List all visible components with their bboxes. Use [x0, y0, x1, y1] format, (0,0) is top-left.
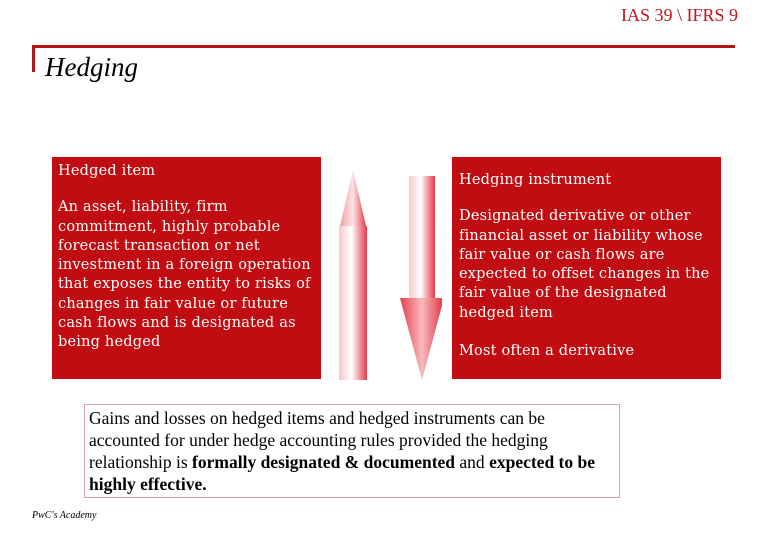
header-rule-vertical — [32, 45, 35, 72]
header-rule — [32, 45, 735, 48]
standard-label: IAS 39 \ IFRS 9 — [620, 5, 738, 25]
hedging-instrument-heading: Hedging instrument — [459, 172, 612, 188]
hedging-instrument-description: Designated derivative or other financial asset or liability whose fair value or cash flows are expected to offset changes in the fair value of the designated hedged item — [459, 208, 710, 321]
hedging-instrument-note: Most often a derivative — [459, 343, 635, 360]
hedge-accounting-note — [84, 404, 620, 498]
hedged-item-box — [52, 157, 321, 379]
page-title: Hedging — [45, 52, 138, 82]
down-arrow-icon — [400, 176, 442, 380]
up-arrow-icon — [339, 170, 367, 380]
hedged-item-heading: Hedged item — [58, 163, 156, 179]
double-arrows-graphic — [332, 168, 442, 382]
hedged-item-description: An asset, liability, firm commitment, highly probable forecast transaction or net investment in a foreign operation that exposes the entity to risks of changes in fair value or future cash flows and is designated as being hedged — [58, 199, 311, 351]
note-text-1: Gains and losses on hedged items and hedged instruments can be accounted for under hedge accounting rules provided the hedging relationship is — [89, 408, 548, 472]
note-text-2: and — [455, 452, 490, 472]
hedging-instrument-box — [452, 157, 721, 379]
note-bold-2: expected to be highly effective. — [89, 452, 596, 494]
footer-credit: PwC's Academy — [32, 510, 97, 521]
note-bold-1: formally designated & documented — [192, 452, 456, 472]
